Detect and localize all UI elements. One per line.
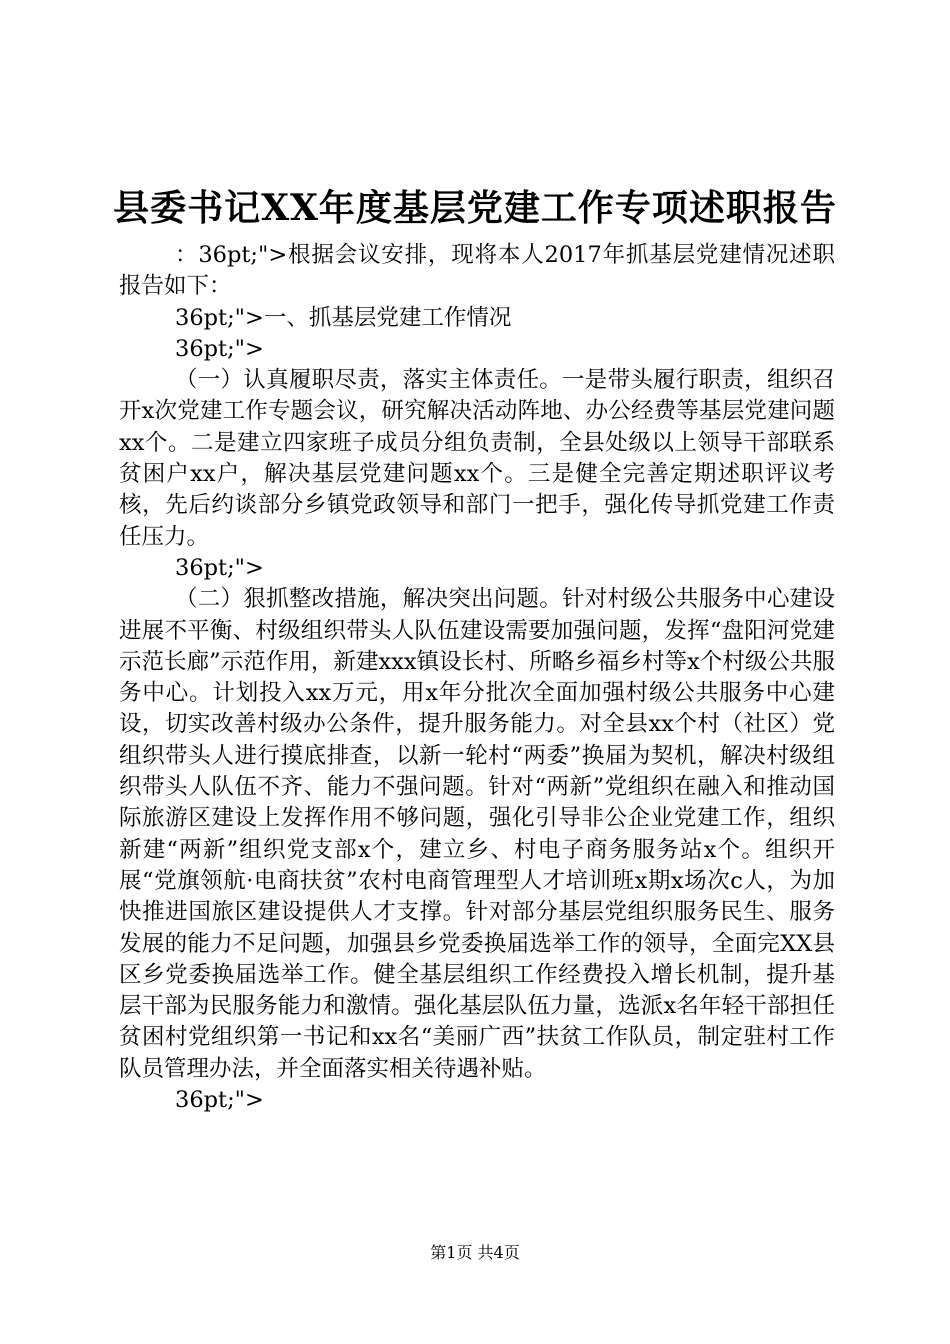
paragraph-fragment: 36pt;"> [175, 1087, 264, 1114]
document-title: 县委书记XX年度基层党建工作专项述职报告 [113, 187, 837, 229]
paragraph-item-1: （一）认真履职尽责，落实主体责任。一是带头履行职责，组织召开x次党建工作专题会议，研究解决活动阵地、办公经费等基层党建问题xx个。二是建立四家班子成员分组负责制，全县处级以上领导干部联系贫困户xx户，解决基层党建问题xx个。三是健全完善定期述职评议考核，先后约谈部分乡镇党政领导和部门一把手，强化传导抓党建工作责任压力。 [119, 367, 835, 550]
paragraph-item-2: （二）狠抓整改措施，解决突出问题。针对村级公共服务中心建设进展不平衡、村级组织带头人队伍建设需要加强问题，发挥“盘阳河党建示范长廊”示范作用，新建xxx镇设长村、所略乡福乡村等x个村级公共服务中心。计划投入xx万元，用x年分批次全面加强村级公共服务中心建设，切实改善村级办公条件，提升服务能力。对全县xx个村（社区）党组织带头人进行摸底排查，以新一轮村“两委”换届为契机，解决村级组织带头人队伍不齐、能力不强问题。针对“两新”党组织在融入和推动国际旅游区建设上发挥作用不够问题，强化引导非公企业党建工作，组织新建“两新”组织党支部x个，建立乡、村电子商务服务站x个。组织开展“党旗领航·电商扶贫”农村电商管理型人才培训班x期x场次c人，为加快推进国旅区建设提供人才支撑。针对部分基层党组织服务民生、服务发展的能力不足问题，加强县乡党委换届选举工作的领导，全面完XX县区乡党委换届选举工作。健全基层组织工作经费投入增长机制，提升基层干部为民服务能力和激情。强化基层队伍力量，选派x名年轻干部担任贫困村党组织第一书记和xx名“美丽广西”扶贫工作队员，制定驻村工作队员管理办法，并全面落实相关待遇补贴。 [119, 586, 835, 1082]
document-body [119, 240, 835, 1116]
page-number-footer: 第1页 共4页 [430, 1243, 520, 1262]
paragraph-fragment: 36pt;"> [175, 335, 264, 362]
paragraph-fragment: 36pt;"> [175, 554, 264, 581]
section-heading-1: 36pt;">一、抓基层党建工作情况 [175, 304, 512, 331]
paragraph-intro: ：36pt;">根据会议安排，现将本人2017年抓基层党建情况述职报告如下： [119, 242, 835, 300]
